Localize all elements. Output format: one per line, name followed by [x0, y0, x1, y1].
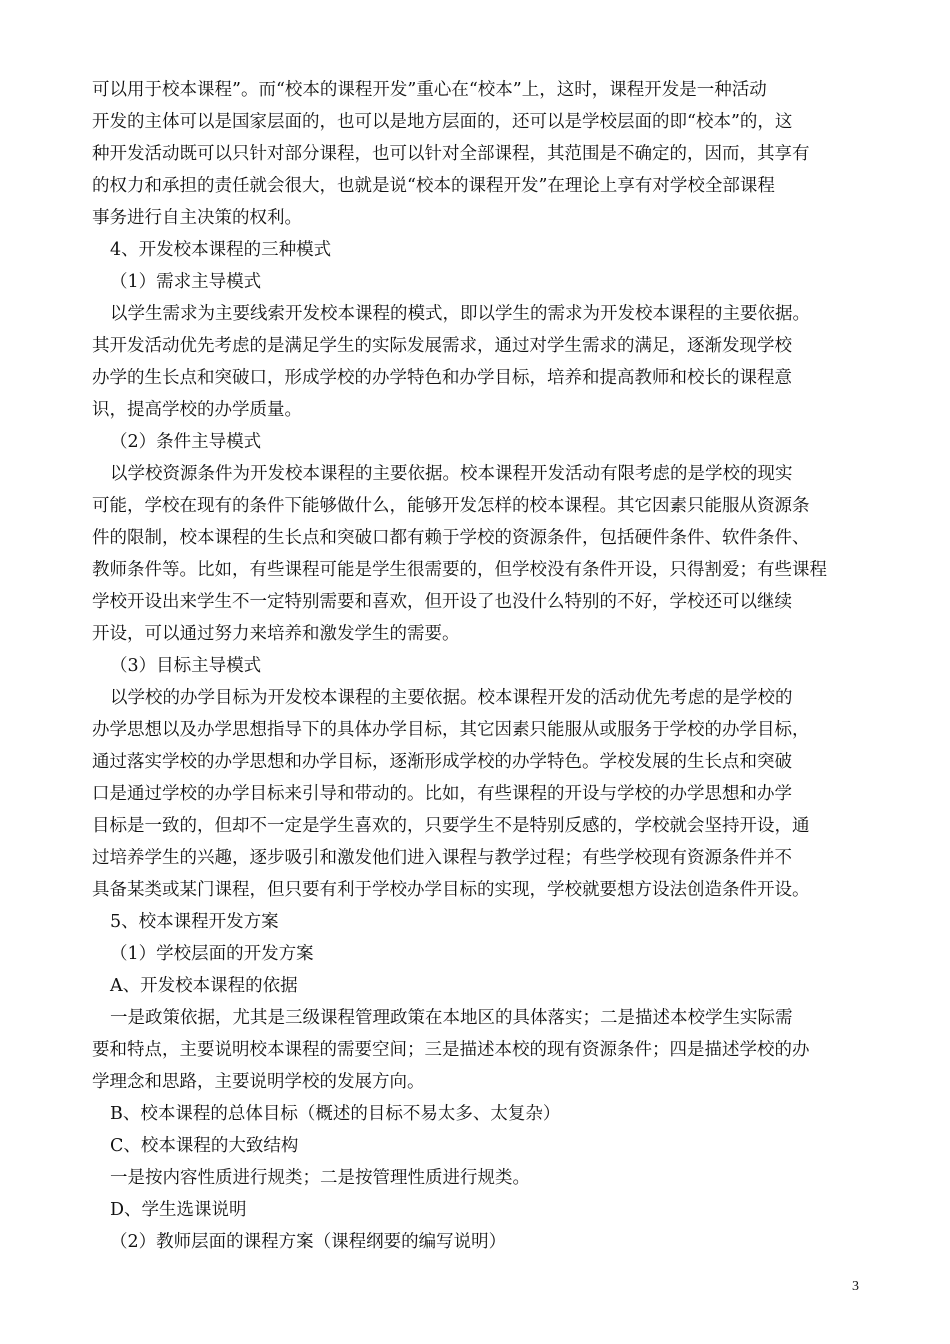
- text-line: 一是政策依据，尤其是三级课程管理政策在本地区的具体落实；二是描述本校学生实际需: [110, 1008, 793, 1028]
- text-line: 过培养学生的兴趣，逐步吸引和激发他们进入课程与教学过程；有些学校现有资源条件并不: [92, 848, 792, 868]
- text-line: C、校本课程的大致结构: [110, 1136, 299, 1156]
- text-line: （2）条件主导模式: [110, 432, 262, 452]
- text-line: 一是按内容性质进行规类；二是按管理性质进行规类。: [110, 1168, 530, 1188]
- text-line: 种开发活动既可以只针对部分课程，也可以针对全部课程，其范围是不确定的，因而，其享有: [92, 144, 810, 164]
- text-line: 学校开设出来学生不一定特别需要和喜欢，但开设了也没什么特别的不好，学校还可以继续: [92, 592, 792, 612]
- text-line: （3）目标主导模式: [110, 656, 262, 676]
- text-line: 学理念和思路，主要说明学校的发展方向。: [92, 1072, 425, 1092]
- text-line: 以学校的办学目标为开发校本课程的主要依据。校本课程开发的活动优先考虑的是学校的: [110, 688, 793, 708]
- text-line: 具备某类或某门课程，但只要有利于学校办学目标的实现，学校就要想方设法创造条件开设。: [92, 880, 810, 900]
- document-body: [92, 74, 868, 1258]
- page-number: 3: [852, 1279, 859, 1294]
- text-line: B、校本课程的总体目标（概述的目标不易太多、太复杂）: [110, 1104, 561, 1124]
- text-line: 可以用于校本课程”。而“校本的课程开发”重心在“校本”上，这时，课程开发是一种活动: [92, 80, 767, 100]
- text-line: 可能，学校在现有的条件下能够做什么，能够开发怎样的校本课程。其它因素只能服从资源条: [92, 496, 810, 516]
- text-line: 通过落实学校的办学思想和办学目标，逐渐形成学校的办学特色。学校发展的生长点和突破: [92, 752, 792, 772]
- text-line: 的权力和承担的责任就会很大，也就是说“校本的课程开发”在理论上享有对学校全部课程: [92, 176, 775, 196]
- text-line: （2）教师层面的课程方案（课程纲要的编写说明）: [110, 1232, 507, 1252]
- text-line: 事务进行自主决策的权利。: [92, 208, 302, 228]
- text-line: 件的限制，校本课程的生长点和突破口都有赖于学校的资源条件，包括硬件条件、软件条件、: [92, 528, 810, 548]
- text-line: （1）学校层面的开发方案: [110, 944, 314, 964]
- text-line: （1）需求主导模式: [110, 272, 262, 292]
- text-line: 开设，可以通过努力来培养和激发学生的需要。: [92, 624, 460, 644]
- text-line: A、开发校本课程的依据: [110, 976, 298, 996]
- text-line: 其开发活动优先考虑的是满足学生的实际发展需求，通过对学生需求的满足，逐渐发现学校: [92, 336, 792, 356]
- text-line: 办学思想以及办学思想指导下的具体办学目标，其它因素只能服从或服务于学校的办学目标，: [92, 720, 810, 740]
- text-line: D、学生选课说明: [110, 1200, 247, 1220]
- text-line: 以学校资源条件为开发校本课程的主要依据。校本课程开发活动有限考虑的是学校的现实: [110, 464, 793, 484]
- text-line: 口是通过学校的办学目标来引导和带动的。比如，有些课程的开设与学校的办学思想和办学: [92, 784, 792, 804]
- text-line: 以学生需求为主要线索开发校本课程的模式，即以学生的需求为开发校本课程的主要依据。: [110, 304, 810, 324]
- text-line: 开发的主体可以是国家层面的，也可以是地方层面的，还可以是学校层面的即“校本”的，这: [92, 112, 793, 132]
- text-line: 5、校本课程开发方案: [110, 912, 279, 932]
- text-line: 教师条件等。比如，有些课程可能是学生很需要的，但学校没有条件开设，只得割爱；有些课程: [92, 560, 827, 580]
- text-line: 目标是一致的，但却不一定是学生喜欢的，只要学生不是特别反感的，学校就会坚持开设，通: [92, 816, 810, 836]
- text-line: 识，提高学校的办学质量。: [92, 400, 302, 420]
- text-line: 要和特点，主要说明校本课程的需要空间；三是描述本校的现有资源条件；四是描述学校的办: [92, 1040, 810, 1060]
- text-line: 4、开发校本课程的三种模式: [110, 240, 332, 260]
- text-line: 办学的生长点和突破口，形成学校的办学特色和办学目标，培养和提高教师和校长的课程意: [92, 368, 792, 388]
